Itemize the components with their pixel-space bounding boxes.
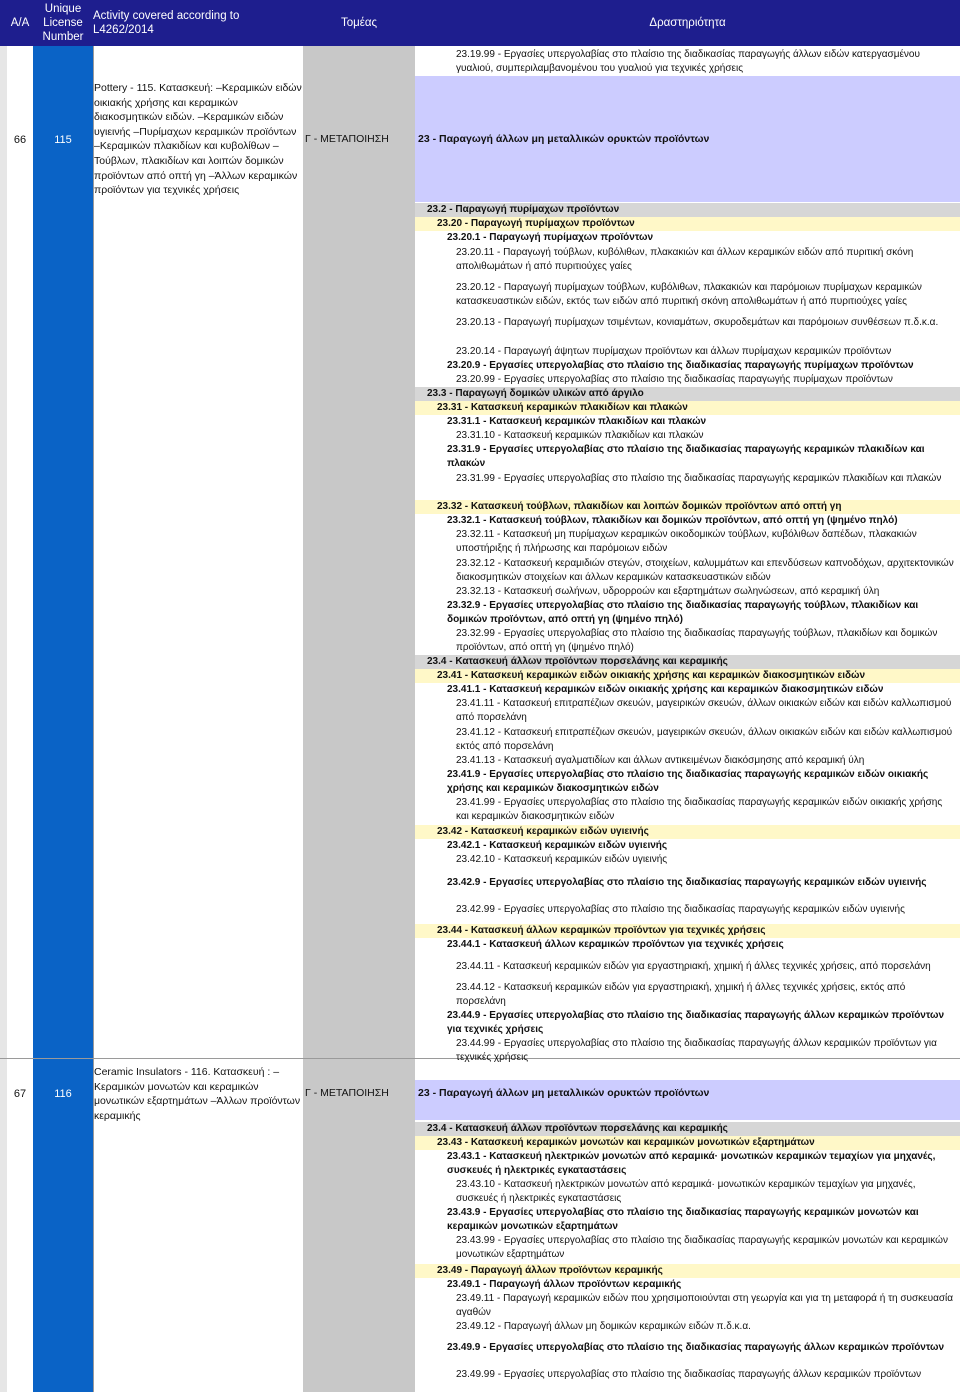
header-aa: A/A [10,17,30,29]
activity-line: 23.41.1 - Κατασκευή κεραμικών ειδών οικιακής χρήσης και κεραμικών διακοσμητικών ειδών [447,684,884,695]
activity-line: 23.49.9 - Εργασίες υπεργολαβίας στο πλαίσιο της διαδικασίας παραγωγής άλλων κεραμικών προϊόντων [447,1342,945,1353]
activity-line: 23.4 - Κατασκευή άλλων προϊόντων πορσελάνης και κεραμικής [415,655,960,669]
activity-line: 23.42.9 - Εργασίες υπεργολαβίας στο πλαίσιο της διαδικασίας παραγωγής κεραμικών ειδών υγιεινής [447,877,927,888]
table-header [0,0,960,46]
activity-line: 23.20.12 - Παραγωγή πυρίμαχων τούβλων, κυβόλιθων, πλακακιών και παρόμοιων πυρίμαχων κεραμικών κατασκευαστικών ειδών, εκτός των ειδών από πυριτική σκόνη απολιθωμάτων ή από πυριτιούχες γαίες [456,282,922,307]
header-unique-license-number: Unique License Number [42,3,84,43]
activity-line: 23.32 - Κατασκευή τούβλων, πλακιδίων και λοιπών δομικών προϊόντων από οπτή γη [415,500,960,514]
activity-line: 23.41.9 - Εργασίες υπεργολαβίας στο πλαίσιο της διαδικασίας παραγωγής κεραμικών ειδών οικιακής χρήσης και κεραμικών διακοσμητικών ειδών [447,769,929,794]
row-66-activity: Pottery - 115. Κατασκευή: ‒Κεραμικών ειδών οικιακής χρήσης και κεραμικών διακοσμητικών ειδών. ‒Κεραμικών ειδών υγιεινής ‒Πυρίμαχων κεραμικών προϊόντων ‒Κεραμικών πλακιδίων και κυβολίθων ‒Τούβλων, πλακιδίων και λοιπών δομικών προϊόντων από οπτή γη ‒Άλλων κεραμικών προϊόντων για τεχνικές χρήσεις [94,82,302,197]
activity-line: 23.43.9 - Εργασίες υπεργολαβίας στο πλαίσιο της διαδικασίας παραγωγής κεραμικών μονωτών και κεραμικών μονωτικών εξαρτημάτων [447,1207,919,1232]
activity-line: 23.42.99 - Εργασίες υπεργολαβίας στο πλαίσιο της διαδικασίας παραγωγής κεραμικών ειδών υγιεινής [456,904,905,915]
activity-line: 23.43.1 - Κατασκευή ηλεκτρικών μονωτών από κεραμικά· μονωτικών κεραμικών τεμαχίων για μηχανές, συσκευές ή ηλεκτρικές εγκαταστάσεις [447,1151,936,1176]
activity-line: 23.44.1 - Κατασκευή άλλων κεραμικών προϊόντων για τεχνικές χρήσεις [447,939,784,950]
activity-line: 23.20.99 - Εργασίες υπεργολαβίας στο πλαίσιο της διαδικασίας παραγωγής πυρίμαχων προϊόντων [456,374,893,385]
activity-line: 23.31.1 - Κατασκευή κεραμικών πλακιδίων και πλακών [447,416,707,427]
activity-line: 23.44.11 - Κατασκευή κεραμικών ειδών για εργαστηριακή, χημική ή άλλες τεχνικές χρήσεις, από πορσελάνη [456,961,931,972]
header-activity: Activity covered according to L4262/2014 [93,10,240,36]
activity-line: 23.49.1 - Παραγωγή άλλων προϊόντων κεραμικής [447,1279,682,1290]
activity-line: 23.19.99 - Εργασίες υπεργολαβίας στο πλαίσιο της διαδικασίας παραγωγής άλλων ειδών κατεργασμένου γυαλιού, συμπεριλαμβανομένου του γυαλιού για τεχνικές χρήσεις [456,49,920,74]
activity-line: 23.43 - Κατασκευή κεραμικών μονωτών και κεραμικών μονωτικών εξαρτημάτων [415,1136,960,1150]
activity-line: 23.4 - Κατασκευή άλλων προϊόντων πορσελάνης και κεραμικής [415,1122,960,1136]
activity-line: 23.44.9 - Εργασίες υπεργολαβίας στο πλαίσιο της διαδικασίας παραγωγής άλλων κεραμικών προϊόντων για τεχνικές χρήσεις [447,1010,945,1035]
activity-line: 23.20.14 - Παραγωγή άψητων πυρίμαχων προϊόντων και άλλων πυρίμαχων κεραμικών προϊόντων [456,346,892,357]
activity-line: 23.42.10 - Κατασκευή κεραμικών ειδών υγιεινής [456,854,668,865]
activity-line: 23.41.11 - Κατασκευή επιτραπέζιων σκευών, μαγειρικών σκευών, άλλων οικιακών ειδών και ειδών καλλωπισμού από πορσελάνη [456,698,952,723]
activity-line: 23.31.10 - Κατασκευή κεραμικών πλακιδίων και πλακών [456,430,704,441]
activity-line: 23.44.99 - Εργασίες υπεργολαβίας στο πλαίσιο της διαδικασίας παραγωγής άλλων κεραμικών προϊόντων για τεχνικές χρήσεις [456,1038,937,1063]
activity-line: 23.44 - Κατασκευή άλλων κεραμικών προϊόντων για τεχνικές χρήσεις [415,924,960,938]
group-panel-row-67 [415,1080,960,1120]
row-66-tomeas: Γ - ΜΕΤΑΠΟΙΗΣΗ [305,133,389,145]
row-66-group: 23 - Παραγωγή άλλων μη μεταλλικών ορυκτών προϊόντων [418,133,710,145]
activity-line: 23.42.1 - Κατασκευή κεραμικών ειδών υγιεινής [447,840,668,851]
activity-line: 23.41.13 - Κατασκευή αγαλματιδίων και άλλων αντικειμένων διακόσμησης από κεραμική ύλη [456,755,865,766]
header-tomeas: Τομέας [340,17,378,29]
activity-line: 23.20 - Παραγωγή πυρίμαχων προϊόντων [415,217,960,231]
activity-line: 23.32.11 - Κατασκευή μη πυρίμαχων κεραμικών οικοδομικών τούβλων, κυβόλιθων δαπέδων, πλακακιών υποστήριξης ή πλήρωσης και παρόμοιων ειδών [456,529,917,554]
activity-line: 23.32.13 - Κατασκευή σωλήνων, υδρορροών και εξαρτημάτων σωληνώσεων, από κεραμική ύλη [456,586,880,597]
activity-line: 23.31.99 - Εργασίες υπεργολαβίας στο πλαίσιο της διαδικασίας παραγωγής κεραμικών πλακιδίων και πλακών [456,473,942,484]
activity-line: 23.49.11 - Παραγωγή κεραμικών ειδών που χρησιμοποιούνται στη γεωργία και για τη μεταφορά ή τη συσκευασία αγαθών [456,1293,954,1318]
row-67-activity: Ceramic Insulators - 116. Κατασκευή : ‒Κεραμικών μονωτών και κεραμικών μονωτικών εξαρτημάτων ‒Άλλων προϊόντων κεραμικής [94,1066,301,1122]
row-67-tomeas: Γ - ΜΕΤΑΠΟΙΗΣΗ [305,1087,389,1099]
activity-line: 23.2 - Παραγωγή πυρίμαχων προϊόντων [415,203,960,217]
activity-line: 23.49.12 - Παραγωγή άλλων μη δομικών κεραμικών ειδών π.δ.κ.α. [456,1321,751,1332]
activity-line: 23.43.10 - Κατασκευή ηλεκτρικών μονωτών από κεραμικά· μονωτικών κεραμικών τεμαχίων για μηχανές, συσκευές ή ηλεκτρικές εγκαταστάσεις [456,1179,916,1204]
activity-line: 23.41 - Κατασκευή κεραμικών ειδών οικιακής χρήσης και κεραμικών διακοσμητικών ειδών [415,669,960,683]
activity-line: 23.32.9 - Εργασίες υπεργολαβίας στο πλαίσιο της διαδικασίας παραγωγής τούβλων, πλακιδίων και δομικών προϊόντων, από οπτή γη (ψημένο πηλό) [447,600,919,625]
activity-line: 23.41.99 - Εργασίες υπεργολαβίας στο πλαίσιο της διαδικασίας παραγωγής κεραμικών ειδών οικιακής χρήσης και κεραμικών διακοσμητικών ειδών [456,797,943,822]
row-67-group: 23 - Παραγωγή άλλων μη μεταλλικών ορυκτών προϊόντων [418,1087,710,1099]
activity-line: 23.20.1 - Παραγωγή πυρίμαχων προϊόντων [447,232,654,243]
activity-line: 23.31.9 - Εργασίες υπεργολαβίας στο πλαίσιο της διαδικασίας παραγωγής κεραμικών πλακιδίων και πλακών [447,444,925,469]
activity-line: 23.31 - Κατασκευή κεραμικών πλακιδίων και πλακών [415,401,960,415]
activity-line: 23.32.12 - Κατασκευή κεραμιδιών στεγών, στοιχείων, καλυμμάτων και επενδύσεων καπνοδόχων, αρχιτεκτονικών διακοσμητικών στοιχείων και άλλων κεραμικών κατασκευαστικών ειδών [456,558,954,583]
row-66-aa: 66 [13,134,27,146]
activity-line: 23.3 - Παραγωγή δομικών υλικών από άργιλο [415,387,960,401]
row-67-aa: 67 [13,1088,27,1100]
activity-line: 23.44.12 - Κατασκευή κεραμικών ειδών για εργαστηριακή, χημική ή άλλες τεχνικές χρήσεις, εκτός από πορσελάνη [456,982,906,1007]
aa-column-band [0,46,7,1392]
activity-line: 23.49 - Παραγωγή άλλων προϊόντων κεραμικής [415,1264,960,1278]
row-66-license-number: 115 [54,134,72,146]
activity-column-divider [93,46,94,1392]
activity-line: 23.41.12 - Κατασκευή επιτραπέζιων σκευών, μαγειρικών σκευών, άλλων οικιακών ειδών και ειδών καλλωπισμού εκτός από πορσελάνη [456,727,953,752]
row-67-license-number: 116 [54,1088,72,1100]
activity-line: 23.43.99 - Εργασίες υπεργολαβίας στο πλαίσιο της διαδικασίας παραγωγής κεραμικών μονωτών και κεραμικών μονωτικών εξαρτημάτων [456,1235,948,1260]
activity-line: 23.42 - Κατασκευή κεραμικών ειδών υγιεινής [415,825,960,839]
activity-line: 23.32.1 - Κατασκευή τούβλων, πλακιδίων και δομικών προϊόντων, από οπτή γη (ψημένο πηλό) [447,515,898,526]
activity-line: 23.32.99 - Εργασίες υπεργολαβίας στο πλαίσιο της διαδικασίας παραγωγής τούβλων, πλακιδίων και δομικών προϊόντων, από οπτή γη (ψημένο πηλό) [456,628,938,653]
header-drastiriotita: Δραστηριότητα [649,17,726,29]
activity-line: 23.20.13 - Παραγωγή πυρίμαχων τσιμέντων, κονιαμάτων, σκυροδεμάτων και παρόμοιων συνθέσεων π.δ.κ.α. [456,317,939,328]
activity-line: 23.20.11 - Παραγωγή τούβλων, κυβόλιθων, πλακακιών και άλλων κεραμικών ειδών από πυριτική σκόνη απολιθωμάτων ή από πυριτιούχες γαίες [456,247,914,272]
activity-line: 23.49.99 - Εργασίες υπεργολαβίας στο πλαίσιο της διαδικασίας παραγωγής άλλων κεραμικών προϊόντων [456,1369,922,1380]
activity-line: 23.20.9 - Εργασίες υπεργολαβίας στο πλαίσιο της διαδικασίας παραγωγής πυρίμαχων προϊόντων [447,360,914,371]
license-number-column-band [33,46,93,1392]
tomeas-column-band [303,46,415,1392]
